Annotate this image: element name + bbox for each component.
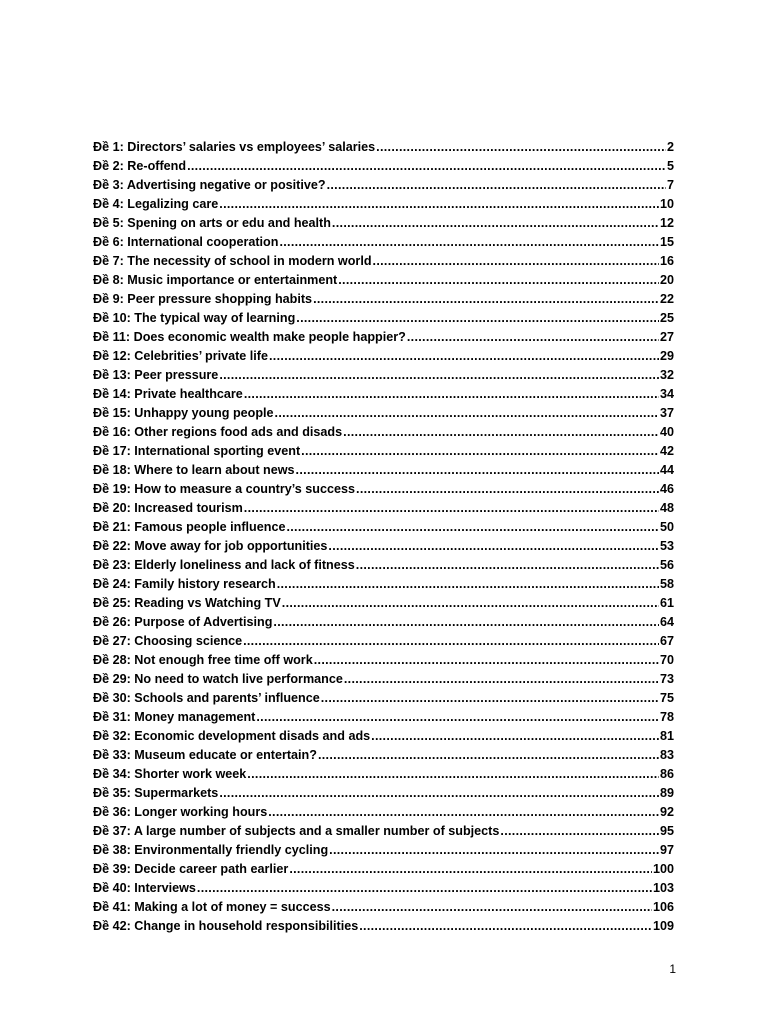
toc-entry[interactable] [93, 157, 674, 176]
toc-entry[interactable] [93, 347, 674, 366]
toc-entry-page-number: 37 [659, 406, 674, 420]
toc-dot-leader [301, 442, 659, 461]
toc-dot-leader [219, 366, 659, 385]
toc-entry-page-number: 32 [659, 368, 674, 382]
toc-entry[interactable] [93, 784, 674, 803]
toc-dot-leader [243, 632, 659, 651]
toc-entry-title: Đề 13: Peer pressure [93, 368, 219, 382]
toc-entry[interactable] [93, 765, 674, 784]
toc-entry-page-number: 15 [659, 235, 674, 249]
toc-entry-title: Đề 19: How to measure a country’s success [93, 482, 356, 496]
toc-entry[interactable] [93, 309, 674, 328]
toc-entry-title: Đề 39: Decide career path earlier [93, 862, 289, 876]
toc-entry-page-number: 67 [659, 634, 674, 648]
toc-entry-title: Đề 22: Move away for job opportunities [93, 539, 328, 553]
toc-entry[interactable] [93, 803, 674, 822]
toc-entry[interactable] [93, 195, 674, 214]
toc-entry-title: Đề 29: No need to watch live performance [93, 672, 343, 686]
toc-entry-title: Đề 7: The necessity of school in modern world [93, 254, 372, 268]
toc-entry-title: Đề 27: Choosing science [93, 634, 243, 648]
toc-entry-title: Đề 30: Schools and parents’ influence [93, 691, 320, 705]
toc-dot-leader [296, 461, 659, 480]
toc-entry[interactable] [93, 138, 674, 157]
toc-entry-page-number: 7 [666, 178, 674, 192]
toc-dot-leader [332, 898, 652, 917]
toc-dot-leader [275, 404, 659, 423]
toc-dot-leader [376, 138, 666, 157]
toc-entry-title: Đề 41: Making a lot of money = success [93, 900, 331, 914]
toc-entry-page-number: 81 [659, 729, 674, 743]
toc-dot-leader [286, 518, 659, 537]
toc-entry-page-number: 95 [659, 824, 674, 838]
toc-entry[interactable] [93, 613, 674, 632]
toc-entry-page-number: 48 [659, 501, 674, 515]
toc-entry-page-number: 97 [659, 843, 674, 857]
toc-entry-title: Đề 14: Private healthcare [93, 387, 243, 401]
toc-dot-leader [219, 195, 659, 214]
toc-entry-page-number: 16 [659, 254, 674, 268]
toc-entry[interactable] [93, 442, 674, 461]
toc-entry[interactable] [93, 176, 674, 195]
toc-entry-title: Đề 5: Spening on arts or edu and health [93, 216, 331, 230]
toc-entry-title: Đề 17: International sporting event [93, 444, 301, 458]
toc-entry[interactable] [93, 822, 674, 841]
toc-entry-title: Đề 6: International cooperation [93, 235, 279, 249]
page-number: 1 [669, 962, 676, 976]
toc-entry[interactable] [93, 233, 674, 252]
toc-entry-page-number: 109 [652, 919, 674, 933]
toc-entry[interactable] [93, 518, 674, 537]
toc-dot-leader [344, 670, 659, 689]
toc-entry-page-number: 100 [652, 862, 674, 876]
toc-entry-page-number: 2 [666, 140, 674, 154]
toc-entry[interactable] [93, 841, 674, 860]
toc-entry-page-number: 29 [659, 349, 674, 363]
toc-entry[interactable] [93, 271, 674, 290]
toc-entry-title: Đề 32: Economic development disads and ads [93, 729, 371, 743]
toc-entry-page-number: 20 [659, 273, 674, 287]
toc-entry-title: Đề 42: Change in household responsibilities [93, 919, 359, 933]
toc-entry-page-number: 27 [659, 330, 674, 344]
toc-entry-title: Đề 37: A large number of subjects and a smaller number of subjects [93, 824, 500, 838]
toc-entry[interactable] [93, 499, 674, 518]
toc-dot-leader [373, 252, 659, 271]
toc-entry-page-number: 83 [659, 748, 674, 762]
toc-entry-page-number: 25 [659, 311, 674, 325]
toc-entry-title: Đề 18: Where to learn about news [93, 463, 295, 477]
toc-entry[interactable] [93, 670, 674, 689]
toc-entry-page-number: 5 [666, 159, 674, 173]
toc-entry-title: Đề 38: Environmentally friendly cycling [93, 843, 329, 857]
toc-entry-page-number: 103 [652, 881, 674, 895]
toc-entry[interactable] [93, 214, 674, 233]
toc-dot-leader [244, 385, 659, 404]
toc-entry-title: Đề 40: Interviews [93, 881, 196, 895]
toc-dot-leader [279, 233, 659, 252]
toc-entry-page-number: 86 [659, 767, 674, 781]
toc-dot-leader [314, 651, 659, 670]
toc-entry-title: Đề 10: The typical way of learning [93, 311, 296, 325]
toc-entry-page-number: 61 [659, 596, 674, 610]
toc-entry[interactable] [93, 594, 674, 613]
toc-dot-leader [277, 575, 659, 594]
toc-entry-page-number: 89 [659, 786, 674, 800]
toc-entry-title: Đề 24: Family history research [93, 577, 276, 591]
toc-entry[interactable] [93, 689, 674, 708]
toc-dot-leader [332, 214, 659, 233]
table-of-contents [93, 138, 674, 936]
toc-entry[interactable] [93, 651, 674, 670]
toc-dot-leader [273, 613, 659, 632]
toc-entry-page-number: 12 [659, 216, 674, 230]
toc-entry-title: Đề 3: Advertising negative or positive? [93, 178, 326, 192]
toc-entry[interactable] [93, 366, 674, 385]
toc-entry-title: Đề 8: Music importance or entertainment [93, 273, 338, 287]
toc-entry-title: Đề 26: Purpose of Advertising [93, 615, 273, 629]
toc-entry[interactable] [93, 898, 674, 917]
toc-entry-title: Đề 31: Money management [93, 710, 256, 724]
toc-entry-page-number: 92 [659, 805, 674, 819]
toc-dot-leader [269, 347, 659, 366]
toc-entry-page-number: 40 [659, 425, 674, 439]
toc-entry[interactable] [93, 575, 674, 594]
toc-entry[interactable] [93, 461, 674, 480]
toc-entry-title: Đề 25: Reading vs Watching TV [93, 596, 281, 610]
toc-entry[interactable] [93, 328, 674, 347]
toc-entry[interactable] [93, 917, 674, 936]
toc-entry[interactable] [93, 252, 674, 271]
toc-entry-title: Đề 15: Unhappy young people [93, 406, 274, 420]
toc-entry[interactable] [93, 879, 674, 898]
toc-entry[interactable] [93, 746, 674, 765]
toc-entry-page-number: 78 [659, 710, 674, 724]
toc-entry[interactable] [93, 708, 674, 727]
toc-entry-title: Đề 11: Does economic wealth make people happier? [93, 330, 406, 344]
toc-entry-title: Đề 35: Supermarkets [93, 786, 219, 800]
toc-dot-leader [318, 746, 659, 765]
toc-dot-leader [407, 328, 659, 347]
toc-entry-page-number: 106 [652, 900, 674, 914]
toc-dot-leader [282, 594, 659, 613]
toc-dot-leader [197, 879, 652, 898]
toc-entry[interactable] [93, 404, 674, 423]
toc-entry[interactable] [93, 556, 674, 575]
toc-entry[interactable] [93, 860, 674, 879]
toc-entry-page-number: 64 [659, 615, 674, 629]
toc-dot-leader [359, 917, 652, 936]
toc-entry-title: Đề 36: Longer working hours [93, 805, 268, 819]
toc-entry-page-number: 34 [659, 387, 674, 401]
toc-entry-title: Đề 21: Famous people influence [93, 520, 286, 534]
toc-entry-page-number: 56 [659, 558, 674, 572]
toc-dot-leader [313, 290, 659, 309]
toc-dot-leader [356, 480, 659, 499]
toc-entry-page-number: 73 [659, 672, 674, 686]
toc-dot-leader [338, 271, 659, 290]
toc-dot-leader [500, 822, 659, 841]
toc-dot-leader [268, 803, 659, 822]
toc-entry-title: Đề 2: Re-offend [93, 159, 187, 173]
toc-entry[interactable] [93, 727, 674, 746]
toc-entry-title: Đề 9: Peer pressure shopping habits [93, 292, 313, 306]
toc-entry-page-number: 10 [659, 197, 674, 211]
toc-dot-leader [256, 708, 659, 727]
toc-dot-leader [343, 423, 659, 442]
toc-entry-page-number: 46 [659, 482, 674, 496]
toc-dot-leader [356, 556, 659, 575]
toc-entry[interactable] [93, 632, 674, 651]
toc-dot-leader [371, 727, 659, 746]
toc-dot-leader [328, 537, 659, 556]
toc-entry[interactable] [93, 290, 674, 309]
toc-entry-page-number: 58 [659, 577, 674, 591]
toc-dot-leader [187, 157, 666, 176]
toc-entry[interactable] [93, 423, 674, 442]
toc-entry-title: Đề 4: Legalizing care [93, 197, 219, 211]
toc-entry[interactable] [93, 537, 674, 556]
toc-entry-title: Đề 16: Other regions food ads and disads [93, 425, 343, 439]
toc-entry-page-number: 22 [659, 292, 674, 306]
toc-dot-leader [327, 176, 666, 195]
toc-dot-leader [244, 499, 659, 518]
toc-entry-page-number: 44 [659, 463, 674, 477]
toc-dot-leader [289, 860, 652, 879]
toc-entry-title: Đề 34: Shorter work week [93, 767, 247, 781]
toc-entry-page-number: 70 [659, 653, 674, 667]
toc-dot-leader [219, 784, 659, 803]
toc-entry[interactable] [93, 385, 674, 404]
toc-dot-leader [296, 309, 659, 328]
toc-entry-page-number: 75 [659, 691, 674, 705]
toc-entry-title: Đề 23: Elderly loneliness and lack of fitness [93, 558, 355, 572]
toc-entry-page-number: 50 [659, 520, 674, 534]
toc-entry[interactable] [93, 480, 674, 499]
toc-dot-leader [247, 765, 659, 784]
toc-entry-title: Đề 12: Celebrities’ private life [93, 349, 268, 363]
toc-entry-page-number: 53 [659, 539, 674, 553]
toc-entry-title: Đề 28: Not enough free time off work [93, 653, 313, 667]
toc-dot-leader [329, 841, 659, 860]
toc-entry-title: Đề 20: Increased tourism [93, 501, 243, 515]
toc-entry-page-number: 42 [659, 444, 674, 458]
toc-dot-leader [321, 689, 659, 708]
toc-entry-title: Đề 33: Museum educate or entertain? [93, 748, 317, 762]
toc-entry-title: Đề 1: Directors’ salaries vs employees’ salaries [93, 140, 376, 154]
